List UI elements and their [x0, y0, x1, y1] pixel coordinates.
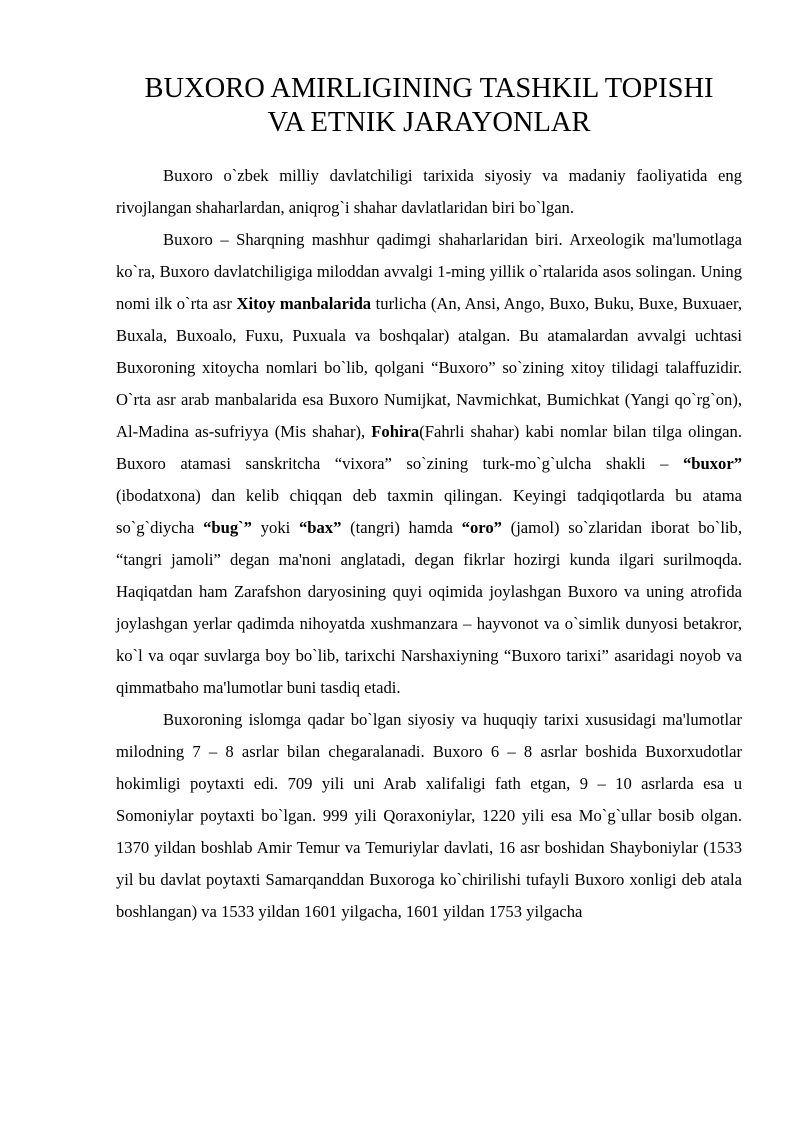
- bold-term-fohira: Fohira: [371, 422, 420, 441]
- bold-term-bax: “bax”: [298, 518, 342, 537]
- paragraph-2: [116, 224, 742, 704]
- document-title: [116, 72, 742, 140]
- paragraph-2-text-7: (jamol) so`zlaridan iborat bo`lib, “tangri jamoli” degan ma'noni anglatadi, degan fikrlar hozirgi kunda ilgari surilmoqda. Haqiqatdan ham Zarafshon daryosining quyi oqimida joylashgan Buxoro va uning atrofida joylashgan yerlar qadimda nihoyatda xushmanzara – hayvonot va o`simlik dunyosi betakror, ko`l va oqar suvlarga boy bo`lib, tarixchi Narshaxiyning “Buxoro tarixi” asaridagi noyob va qimmatbaho ma'lumotlar buni tasdiq etadi.: [116, 518, 742, 697]
- document-page: [116, 72, 742, 928]
- paragraph-2-text-6: (tangri) hamda: [341, 518, 462, 537]
- paragraph-1: Buxoro o`zbek milliy davlatchiligi tarixida siyosiy va madaniy faoliyatida eng rivojlangan shaharlardan, aniqrog`i shahar davlatlaridan biri bo`lgan.: [116, 166, 742, 217]
- paragraph-2-text-2: turlicha (An, Ansi, Ango, Buxo, Buku, Buxe, Buxuaer, Buxala, Buxoalo, Fuxu, Puxuala va boshqalar) atalgan. Bu atamalardan avvalgi uchtasi Buxoroning xitoycha nomlari bo`lib, qolgani “Buxoro” so`zining xitoy tilidagi talaffuzidir. O`rta asr arab manbalarida esa Buxoro Numijkat, Navmichkat, Bumichkat (Yangi qo`rg`on), Al-Madina as-sufriyya (Mis shahar),: [116, 294, 742, 441]
- paragraph-2-text-4: (ibodatxona) dan kelib chiqqan deb taxmin qilingan. Keyingi tadqiqotlarda bu atama so`g`diycha: [116, 486, 742, 537]
- title-line-2: VA ETNIK JARAYONLAR: [267, 107, 591, 138]
- paragraph-2-text-1: Buxoro – Sharqning mashhur qadimgi shaharlaridan biri. Arxeologik ma'lumotlaga ko`ra, Buxoro davlatchiligiga miloddan avvalgi 1-ming yillik o`rtalarida asos solingan. Uning nomi ilk o`rta asr: [116, 230, 742, 313]
- title-line-1: BUXORO AMIRLIGINING TASHKIL TOPISHI: [144, 73, 714, 104]
- paragraph-2-text-3: (Fahrli shahar) kabi nomlar bilan tilga olingan. Buxoro atamasi sanskritcha “vixora” so`zining turk-mo`g`ulcha shakli –: [116, 422, 742, 473]
- bold-term-buxor: “buxor”: [682, 454, 742, 473]
- paragraph-2-text-5: yoki: [251, 518, 299, 537]
- bold-term-oro: “oro”: [461, 518, 502, 537]
- bold-term-bug: “bug`”: [203, 518, 252, 537]
- paragraph-3: Buxoroning islomga qadar bo`lgan siyosiy va huquqiy tarixi xususidagi ma'lumotlar milodning 7 – 8 asrlar bilan chegaralanadi. Buxoro 6 – 8 asrlar boshida Buxorxudotlar hokimligi poytaxti edi. 709 yili uni Arab xalifaligi fath etgan, 9 – 10 asrlarda esa u Somoniylar poytaxti bo`lgan. 999 yili Qoraxoniylar, 1220 yili esa Mo`g`ullar bosib olgan. 1370 yildan boshlab Amir Temur va Temuriylar davlati, 16 asr boshidan Shayboniylar (1533 yil bu davlat poytaxti Samarqanddan Buxoroga ko`chirilishi tufayli Buxoro xonligi deb atala boshlangan) va 1533 yildan 1601 yilgacha, 1601 yildan 1753 yilgacha: [116, 710, 742, 921]
- bold-term-xitoy-manbalarida: Xitoy manbalarida: [236, 294, 372, 313]
